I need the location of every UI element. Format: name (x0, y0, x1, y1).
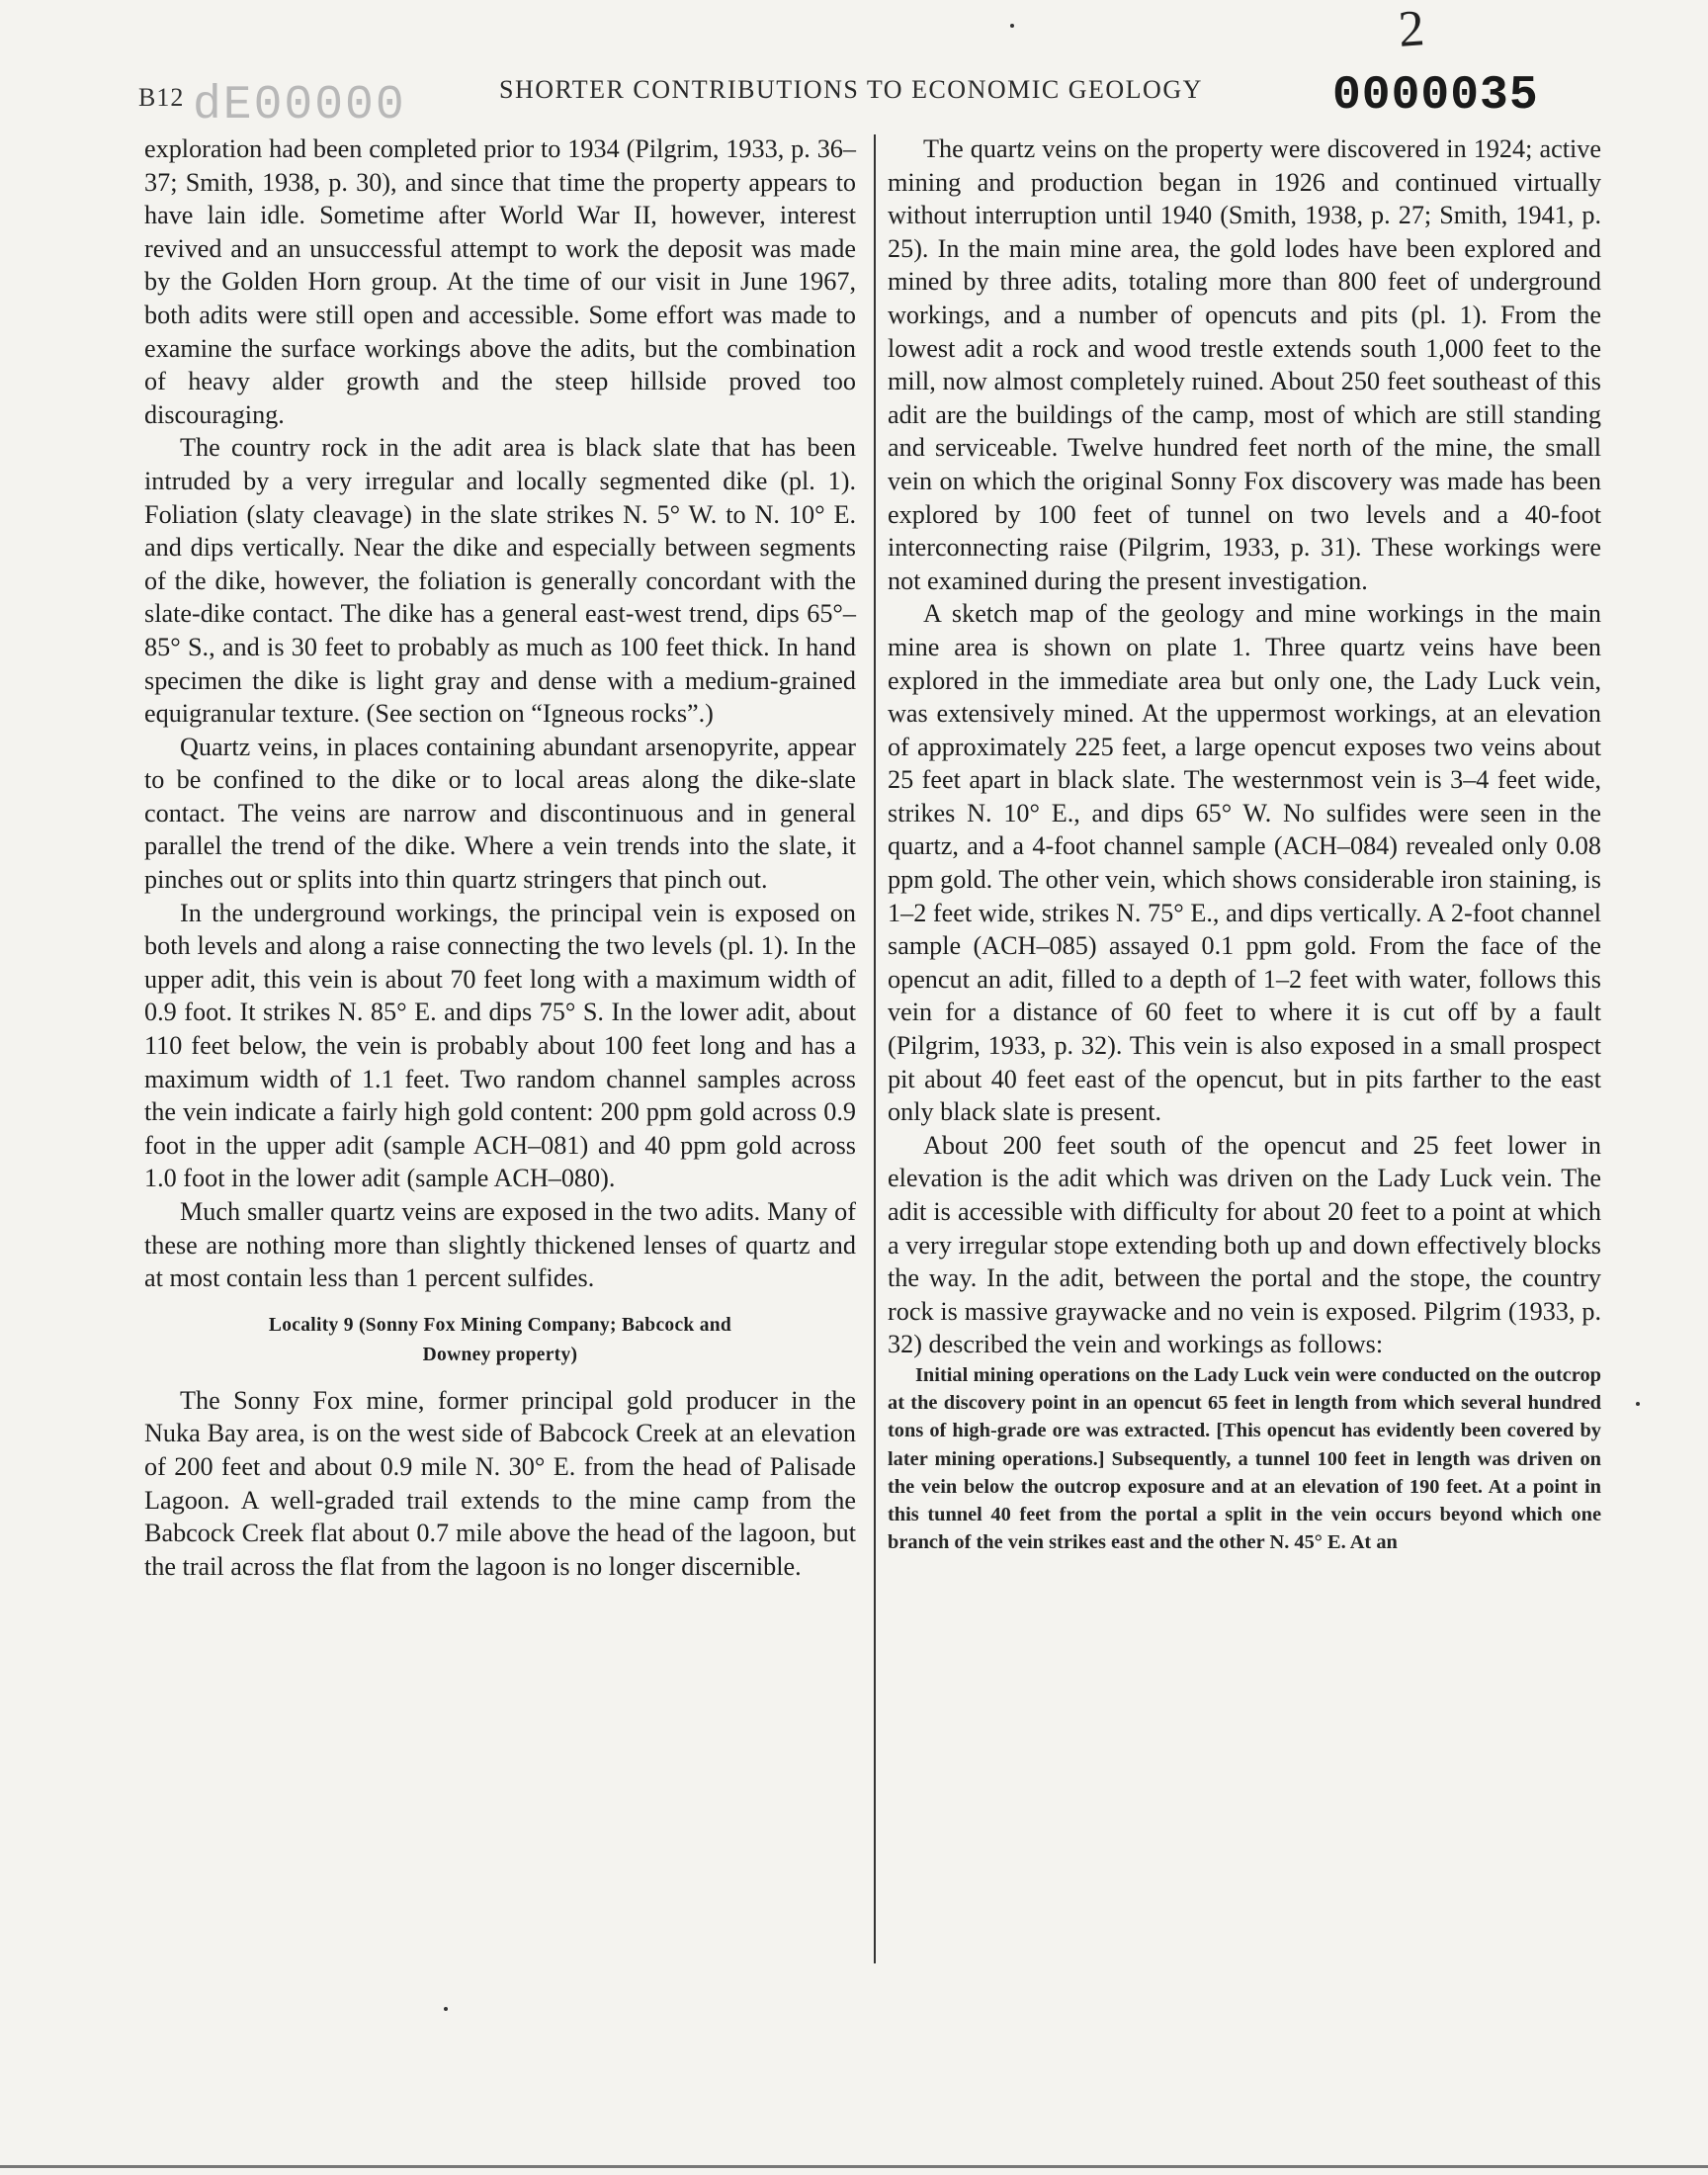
running-title: SHORTER CONTRIBUTIONS TO ECONOMIC GEOLOGY (499, 75, 1203, 104)
handwritten-page-mark: 2 (1397, 0, 1426, 58)
locality-heading-line: Downey property) (422, 1344, 578, 1365)
paragraph: The quartz veins on the property were discovered in 1924; active mining and production began in 1926 and continued virtually without interruption until 1940 (Smith, 1938, p. 27; Smith, 1941, p. 25). In the main mine area, the gold lodes have been explored and mined by three adits, totaling more than 800 feet of underground workings, and a number of opencuts and pits (pl. 1). From the lowest adit a rock and wood trestle extends south 1,000 feet to the mill, now almost completely ruined. About 250 feet southeast of this adit are the buildings of the camp, most of which are still standing and serviceable. Twelve hundred feet north of the mine, the small vein on which the original Sonny Fox discovery was made has been explored by 100 feet of tunnel on two levels and a 40-foot interconnecting raise (Pilgrim, 1933, p. 31). These workings were not examined during the present investigation. (888, 134, 1601, 595)
paragraph: Quartz veins, in places containing abundant arsenopyrite, appear to be confined to the dike or to local areas along the dike-slate contact. The veins are narrow and discontinuous and in general parallel the trend of the dike. Where a vein trends into the slate, it pinches out or splits into thin quartz stringers that pinch out. (144, 732, 856, 895)
document-number: 0000035 (1332, 69, 1539, 123)
page-id: B12 (138, 83, 185, 112)
paragraph: In the underground workings, the principal vein is exposed on both levels and along a raise connecting the two levels (pl. 1). In the upper adit, this vein is about 70 feet long with a maximum width of 0.9 foot. It strikes N. 85° E. and dips 75° S. In the lower adit, about 110 feet below, the vein is probably about 100 feet long and has a maximum width of 1.1 feet. Two random channel samples across the vein indicate a fairly high gold content: 200 ppm gold across 0.9 foot in the upper adit (sample ACH–081) and 40 ppm gold across 1.0 foot in the lower adit (sample ACH–080). (144, 898, 856, 1193)
block-quote: Initial mining operations on the Lady Luck vein were conducted on the outcrop at the discovery point in an opencut 65 feet in length from which several hundred tons of high-grade ore was extracted. [This opencut has evidently been covered by later mining operations.] Subsequently, a tunnel 100 feet in length was driven on the vein below the outcrop exposure and at an elevation of 190 feet. At a point in this tunnel 40 feet from the portal a split in the vein occurs beyond which one branch of the vein strikes east and the other N. 45° E. At an (888, 1363, 1601, 1554)
bottom-edge (0, 2165, 1708, 2168)
paragraph: exploration had been completed prior to 1934 (Pilgrim, 1933, p. 36–37; Smith, 1938, p. 30), and since that time the property appears to have lain idle. Sometime after World War II, however, interest revived and an unsuccessful attempt to work the deposit was made by the Golden Horn group. At the time of our visit in June 1967, both adits were still open and accessible. Some effort was made to examine the surface workings above the adits, but the combination of heavy alder growth and the steep hillside proved too discouraging. (144, 134, 856, 429)
right-column (888, 132, 1601, 1556)
speck (1010, 24, 1014, 28)
paragraph: The country rock in the adit area is black slate that has been intruded by a very irregular and locally segmented dike (pl. 1). Foliation (slaty cleavage) in the slate strikes N. 5° W. to N. 10° E. and dips vertically. Near the dike and especially between segments of the dike, however, the foliation is generally concordant with the slate-dike contact. The dike has a general east-west trend, dips 65°–85° S., and is 30 feet to probably as much as 100 feet thick. In hand specimen the dike is light gray and dense with a medium-grained equigranular texture. (See section on “Igneous rocks”.) (144, 433, 856, 729)
locality-heading (144, 1311, 856, 1370)
faded-stamp: dE00000 (193, 79, 406, 132)
column-divider (874, 134, 876, 1963)
speck (1636, 1402, 1640, 1406)
locality-heading-line: Locality 9 (Sonny Fox Mining Company; Babcock and (268, 1314, 732, 1336)
left-column (144, 132, 856, 1583)
paragraph: Much smaller quartz veins are exposed in the two adits. Many of these are nothing more than slightly thickened lenses of quartz and at most contain less than 1 percent sulfides. (144, 1197, 856, 1293)
paragraph: About 200 feet south of the opencut and 25 feet lower in elevation is the adit which was driven on the Lady Luck vein. The adit is accessible with difficulty for about 20 feet to a point at which a very irregular stope extending both up and down effectively blocks the way. In the adit, between the portal and the stope, the country rock is massive graywacke and no vein is exposed. Pilgrim (1933, p. 32) described the vein and workings as follows: (888, 1130, 1601, 1359)
speck (444, 2007, 448, 2011)
paragraph: A sketch map of the geology and mine workings in the main mine area is shown on plate 1. Three quartz veins have been explored in the immediate area but only one, the Lady Luck vein, was extensively mined. At the uppermost workings, at an elevation of approximately 225 feet, a large opencut exposes two veins about 25 feet apart in black slate. The westernmost vein is 3–4 feet wide, strikes N. 10° E., and dips 65° W. No sulfides were seen in the quartz, and a 4-foot channel sample (ACH–084) revealed only 0.08 ppm gold. The other vein, which shows considerable iron staining, is 1–2 feet wide, strikes N. 75° E., and dips vertically. A 2-foot channel sample (ACH–085) assayed 0.1 ppm gold. From the face of the opencut an adit, filled to a depth of 1–2 feet with water, follows this vein for a distance of 60 feet to where it is cut off by a fault (Pilgrim, 1933, p. 32). This vein is also exposed in a small prospect pit about 40 feet east of the opencut, but in pits farther to the east only black slate is present. (888, 599, 1601, 1127)
paragraph: The Sonny Fox mine, former principal gold producer in the Nuka Bay area, is on the west side of Babcock Creek at an elevation of 200 feet and about 0.9 mile N. 30° E. from the head of Palisade Lagoon. A well-graded trail extends to the mine camp from the Babcock Creek flat about 0.7 mile above the head of the lagoon, but the trail across the flat from the lagoon is no longer discernible. (144, 1385, 856, 1581)
